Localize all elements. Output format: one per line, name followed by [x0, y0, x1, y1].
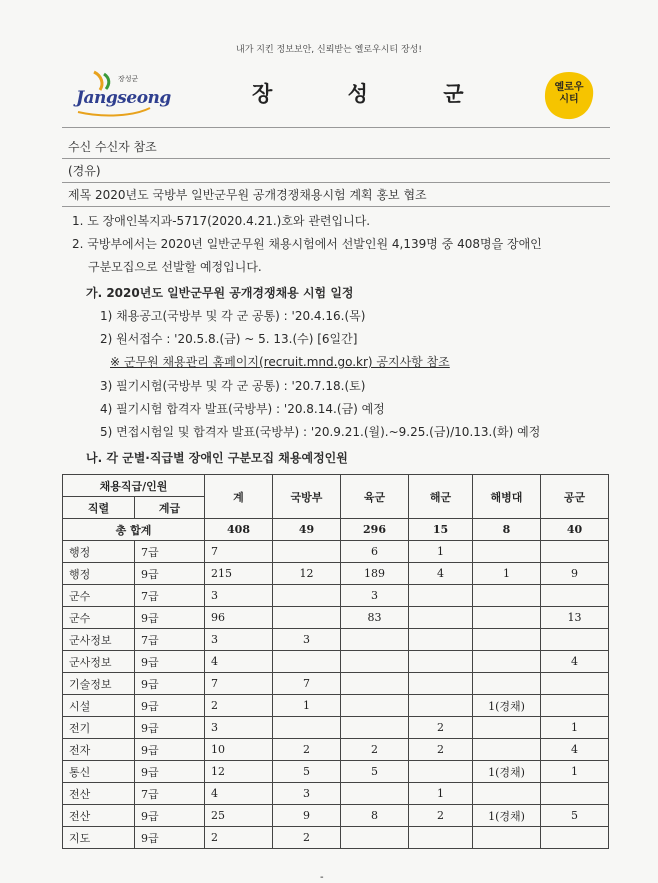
- divider: [62, 158, 610, 159]
- subject-line: 제목 2020년도 국방부 일반군무원 공개경쟁채용시험 계획 홍보 협조: [68, 188, 427, 202]
- count-cell: 2: [273, 827, 341, 849]
- header-row: [63, 475, 609, 497]
- count-cell: 25: [205, 805, 273, 827]
- count-cell: [341, 783, 409, 805]
- count-cell: [541, 673, 609, 695]
- count-cell: [473, 585, 541, 607]
- count-cell: 96: [205, 607, 273, 629]
- count-cell: 2: [205, 695, 273, 717]
- total-cell: 296: [341, 519, 409, 541]
- count-cell: [541, 783, 609, 805]
- total-cell: 40: [541, 519, 609, 541]
- table-row: [63, 629, 609, 651]
- count-cell: 1(경채): [473, 761, 541, 783]
- count-cell: [341, 673, 409, 695]
- count-cell: 2: [273, 739, 341, 761]
- series-cell: 지도: [63, 827, 135, 849]
- grade-cell: 9급: [135, 739, 205, 761]
- count-cell: 1(경채): [473, 805, 541, 827]
- divider: [62, 206, 610, 207]
- count-cell: 2: [409, 739, 473, 761]
- count-cell: [541, 585, 609, 607]
- series-cell: 통신: [63, 761, 135, 783]
- count-cell: 4: [409, 563, 473, 585]
- count-cell: [341, 717, 409, 739]
- count-cell: 2: [205, 827, 273, 849]
- table-row: [63, 607, 609, 629]
- count-cell: 1(경채): [473, 695, 541, 717]
- count-cell: [541, 695, 609, 717]
- paragraph-2a: 2. 국방부에서는 2020년 일반군무원 채용시험에서 선발인원 4,139명 중 408명을 장애인: [72, 237, 542, 251]
- count-cell: 1: [541, 761, 609, 783]
- schedule-note: ※ 군무원 채용관리 홈페이지(recruit.mnd.go.kr) 공지사항 참조: [110, 355, 450, 369]
- table-row: [63, 585, 609, 607]
- divider: [62, 182, 610, 183]
- grade-cell: 9급: [135, 673, 205, 695]
- series-cell: 군사정보: [63, 629, 135, 651]
- count-cell: [409, 585, 473, 607]
- count-cell: 83: [341, 607, 409, 629]
- count-cell: 7: [205, 541, 273, 563]
- table-body: [63, 519, 609, 849]
- series-cell: 시설: [63, 695, 135, 717]
- schedule-item-3: 3) 필기시험(국방부 및 각 군 공통) : '20.7.18.(토): [100, 379, 366, 393]
- total-cell: 8: [473, 519, 541, 541]
- count-cell: [541, 629, 609, 651]
- paragraph-1: 1. 도 장애인복지과-5717(2020.4.21.)호와 관련입니다.: [72, 214, 371, 228]
- table-row: [63, 805, 609, 827]
- count-cell: [473, 827, 541, 849]
- series-cell: 전산: [63, 805, 135, 827]
- series-cell: 전기: [63, 717, 135, 739]
- count-cell: 4: [541, 651, 609, 673]
- count-cell: 215: [205, 563, 273, 585]
- table-row: [63, 651, 609, 673]
- count-cell: [409, 607, 473, 629]
- table-row: [63, 827, 609, 849]
- table-row: [63, 541, 609, 563]
- table-row: [63, 739, 609, 761]
- series-cell: 군사정보: [63, 651, 135, 673]
- count-cell: 3: [341, 585, 409, 607]
- grade-cell: 9급: [135, 695, 205, 717]
- count-cell: 3: [273, 629, 341, 651]
- count-cell: [473, 651, 541, 673]
- count-cell: [473, 541, 541, 563]
- page-mark: -: [320, 872, 324, 883]
- col-header: 해군: [409, 475, 473, 519]
- org-name: 장 성 군: [252, 82, 498, 106]
- count-cell: 2: [409, 717, 473, 739]
- series-cell: 군수: [63, 585, 135, 607]
- count-cell: [341, 651, 409, 673]
- count-cell: 13: [541, 607, 609, 629]
- count-cell: 9: [273, 805, 341, 827]
- count-cell: 7: [273, 673, 341, 695]
- count-cell: 12: [273, 563, 341, 585]
- count-cell: 1: [409, 783, 473, 805]
- count-cell: [409, 651, 473, 673]
- total-row: [63, 519, 609, 541]
- count-cell: [541, 827, 609, 849]
- series-cell: 행정: [63, 563, 135, 585]
- table-row: [63, 563, 609, 585]
- series-cell: 전산: [63, 783, 135, 805]
- col-header: 공군: [541, 475, 609, 519]
- count-cell: 5: [273, 761, 341, 783]
- series-cell: 군수: [63, 607, 135, 629]
- table-row: [63, 783, 609, 805]
- count-cell: 12: [205, 761, 273, 783]
- count-cell: 6: [341, 541, 409, 563]
- table-row: [63, 673, 609, 695]
- count-cell: [273, 651, 341, 673]
- count-cell: 9: [541, 563, 609, 585]
- paragraph-2b: 구분모집으로 선발할 예정입니다.: [88, 260, 262, 274]
- series-cell: 행정: [63, 541, 135, 563]
- grade-cell: 7급: [135, 783, 205, 805]
- count-cell: [473, 783, 541, 805]
- logo-text: Jangseong: [76, 88, 171, 108]
- count-cell: 2: [341, 739, 409, 761]
- total-label: 총 합계: [63, 519, 205, 541]
- total-cell: 408: [205, 519, 273, 541]
- count-cell: [341, 629, 409, 651]
- grade-cell: 9급: [135, 607, 205, 629]
- col-header: 국방부: [273, 475, 341, 519]
- count-cell: 2: [409, 805, 473, 827]
- section-ga-heading: 가. 2020년도 일반군무원 공개경쟁채용 시험 일정: [86, 286, 354, 300]
- count-cell: [341, 827, 409, 849]
- schedule-item-4: 4) 필기시험 합격자 발표(국방부) : '20.8.14.(금) 예정: [100, 402, 385, 416]
- col-header: 해병대: [473, 475, 541, 519]
- grade-cell: 7급: [135, 629, 205, 651]
- count-cell: [273, 585, 341, 607]
- logo-small-text: 장성군: [118, 75, 139, 83]
- grade-cell: 9급: [135, 563, 205, 585]
- count-cell: [409, 761, 473, 783]
- count-cell: 5: [341, 761, 409, 783]
- grade-cell: 9급: [135, 805, 205, 827]
- grade-cell: 9급: [135, 761, 205, 783]
- count-cell: [273, 717, 341, 739]
- count-cell: [341, 695, 409, 717]
- count-cell: [473, 673, 541, 695]
- count-cell: 10: [205, 739, 273, 761]
- series-header: 직렬: [63, 497, 135, 519]
- count-cell: [273, 607, 341, 629]
- count-cell: [473, 629, 541, 651]
- count-cell: 8: [341, 805, 409, 827]
- grade-header: 계급: [135, 497, 205, 519]
- header-divider: [62, 127, 610, 128]
- jangseong-logo: [74, 70, 171, 118]
- count-cell: 7: [205, 673, 273, 695]
- col-header: 육군: [341, 475, 409, 519]
- count-cell: 5: [541, 805, 609, 827]
- count-cell: 1: [541, 717, 609, 739]
- count-cell: 4: [205, 651, 273, 673]
- count-cell: 3: [205, 585, 273, 607]
- col-header: 계: [205, 475, 273, 519]
- table-row: [63, 761, 609, 783]
- yellow-city-badge: [541, 70, 597, 122]
- count-cell: [409, 827, 473, 849]
- count-cell: [409, 695, 473, 717]
- series-cell: 전자: [63, 739, 135, 761]
- total-cell: 15: [409, 519, 473, 541]
- count-cell: [273, 541, 341, 563]
- grade-cell: 9급: [135, 651, 205, 673]
- count-cell: [473, 607, 541, 629]
- section-na-heading: 나. 각 군별·직급별 장애인 구분모집 채용예정인원: [86, 451, 348, 465]
- count-cell: [541, 541, 609, 563]
- badge-line-2: 시티: [559, 94, 579, 105]
- recruitment-table: [62, 474, 609, 849]
- slogan: 내가 지킨 정보보안, 신뢰받는 옐로우시티 장성!: [236, 45, 422, 55]
- count-cell: 4: [541, 739, 609, 761]
- grade-cell: 7급: [135, 585, 205, 607]
- corner-header: 채용직급/인원: [63, 475, 205, 497]
- grade-cell: 9급: [135, 827, 205, 849]
- count-cell: 3: [205, 717, 273, 739]
- count-cell: 1: [409, 541, 473, 563]
- badge-line-1: 옐로우: [554, 82, 584, 93]
- schedule-item-5: 5) 면접시험일 및 합격자 발표(국방부) : '20.9.21.(월).~9.25.(금)/10.13.(화) 예정: [100, 425, 541, 439]
- count-cell: [473, 717, 541, 739]
- count-cell: [409, 629, 473, 651]
- schedule-item-2: 2) 원서접수 : '20.5.8.(금) ~ 5. 13.(수) [6일간]: [100, 332, 358, 346]
- count-cell: 4: [205, 783, 273, 805]
- badge-label: [541, 82, 597, 106]
- count-cell: 3: [205, 629, 273, 651]
- schedule-item-1: 1) 채용공고(국방부 및 각 군 공통) : '20.4.16.(목): [100, 309, 366, 323]
- count-cell: 3: [273, 783, 341, 805]
- via-line: (경유): [68, 164, 101, 178]
- table-row: [63, 717, 609, 739]
- grade-cell: 9급: [135, 717, 205, 739]
- recipient-line: 수신 수신자 참조: [68, 140, 157, 154]
- count-cell: [409, 673, 473, 695]
- count-cell: 1: [473, 563, 541, 585]
- count-cell: [473, 739, 541, 761]
- grade-cell: 7급: [135, 541, 205, 563]
- table-row: [63, 695, 609, 717]
- total-cell: 49: [273, 519, 341, 541]
- count-cell: 1: [273, 695, 341, 717]
- count-cell: 189: [341, 563, 409, 585]
- series-cell: 기술정보: [63, 673, 135, 695]
